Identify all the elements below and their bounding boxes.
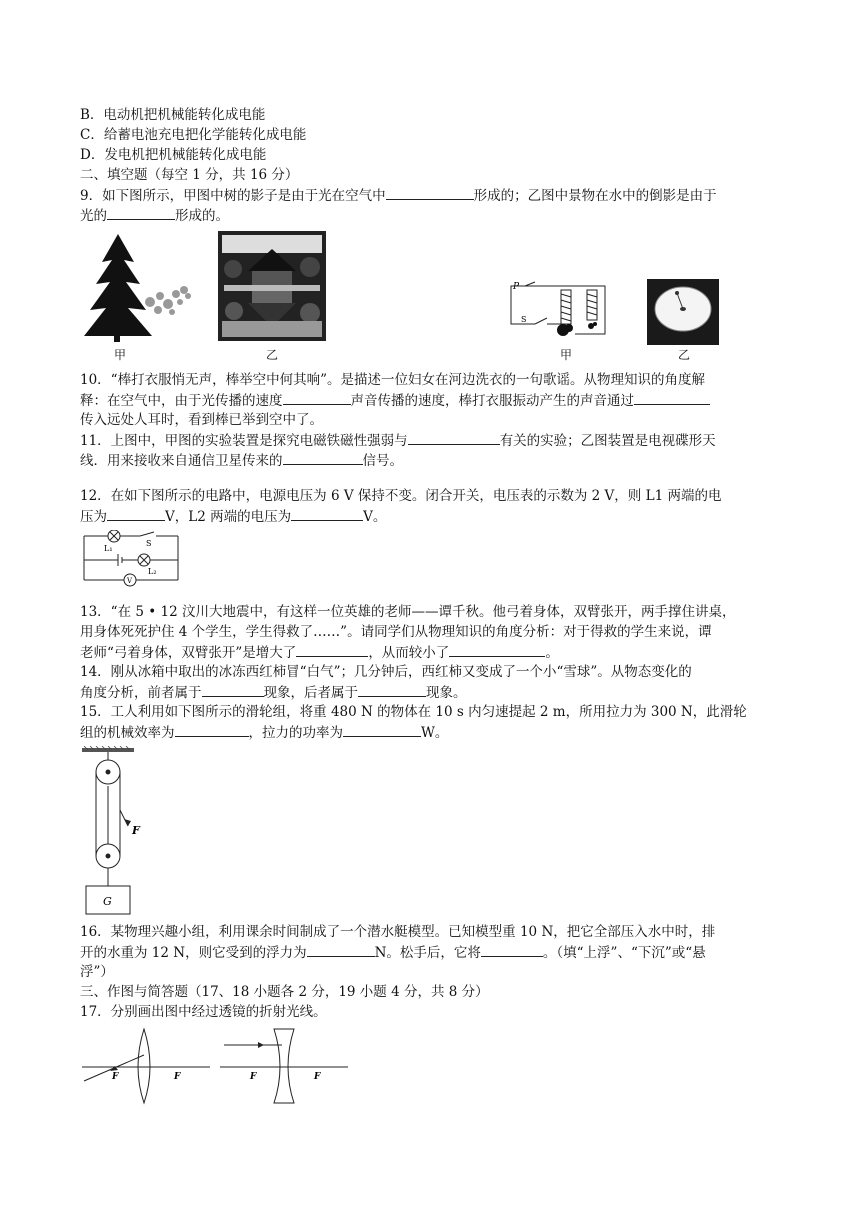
caption-jia-2: 甲	[560, 348, 573, 362]
lens1-focus-right: F	[174, 1072, 181, 1082]
lens2-focus-right: F	[314, 1072, 321, 1082]
caption-yi-2: 乙	[678, 348, 691, 362]
q10-line-3: 传入远处人耳时，看到棒已举到空中了。	[80, 412, 323, 428]
q14-line-2: 角度分析，前者属于 现象，后者属于 现象。	[80, 682, 467, 703]
q16-blank-2[interactable]	[481, 942, 543, 957]
q14-blank-1[interactable]	[202, 682, 264, 697]
q12-line-1: 12．在如下图所示的电路中，电源电压为 6 V 保持不变。闭合开关，电压表的示数为 2 V，则 L1 两端的电	[80, 488, 722, 504]
q13-line-3: 老师“弓着身体，双臂张开”是增大了 ，从而较小了 。	[80, 642, 559, 663]
label-s: S	[521, 315, 527, 324]
q9-blank-2[interactable]	[107, 205, 175, 220]
lens2-focus-left: F	[250, 1072, 257, 1082]
q17-text: 17．分别画出图中经过透镜的折射光线。	[80, 1004, 327, 1020]
q15-blank-2[interactable]	[343, 722, 421, 737]
q16-blank-1[interactable]	[307, 942, 375, 957]
label-v: V	[127, 577, 133, 585]
label-p: P	[513, 282, 520, 292]
q12-blank-2[interactable]	[291, 506, 363, 521]
option-c: C．给蓄电池充电把化学能转化成电能	[80, 127, 307, 143]
lens1-focus-left: F	[112, 1072, 119, 1082]
q10-line-1: 10．“棒打衣服悄无声，棒举空中何其响”。是描述一位妇女在河边洗衣的一句歌谣。从物理知识的角度解	[80, 372, 705, 388]
electromagnet-circuit-image	[505, 280, 615, 346]
section-2-heading: 二、填空题（每空 1 分，共 16 分）	[80, 167, 299, 183]
label-force-f: F	[132, 824, 140, 837]
q13-blank-1[interactable]	[296, 642, 368, 657]
option-d: D．发电机把机械能转化成电能	[80, 147, 267, 163]
q15-line-1: 15．工人利用如下图所示的滑轮组，将重 480 N 的物体在 10 s 内匀速提起 2 m，所用拉力为 300 N，此滑轮	[80, 704, 747, 720]
q9-line-2: 光的 形成的。	[80, 205, 229, 226]
q11-blank-1[interactable]	[408, 430, 500, 445]
q13-line-2: 用身体死死护住 4 个学生，学生得救了……”。请同学们从物理知识的角度分析：对于得救的学生来说，谭	[80, 624, 712, 640]
q11-line-1: 11．上图中，甲图的实验装置是探究电磁铁磁性强弱与 有关的实验；乙图装置是电视碟形天	[80, 430, 716, 451]
q10-blank-1[interactable]	[283, 390, 351, 405]
q13-line-1: 13．“在 5 • 12 汶川大地震中，有这样一位英雄的老师——谭千秋。他弓着身体，双臂张开，两手撑住讲桌，	[80, 604, 736, 620]
section-3-heading: 三、作图与简答题（17、18 小题各 2 分，19 小题 4 分，共 8 分）	[80, 984, 489, 1000]
q13-blank-2[interactable]	[449, 642, 545, 657]
q9-blank-1[interactable]	[386, 185, 474, 200]
pulley-system-diagram	[78, 746, 158, 920]
satellite-dish-image	[647, 279, 719, 345]
q12-blank-1[interactable]	[107, 506, 165, 521]
q15-blank-1[interactable]	[175, 722, 249, 737]
q11-line-2: 线．用来接收来自通信卫星传来的 信号。	[80, 450, 403, 471]
q12-line-2: 压为 V，L2 两端的电压为 V。	[80, 506, 386, 527]
label-l2: L₂	[148, 567, 157, 576]
tree-shadow-image	[80, 232, 195, 344]
q11-blank-2[interactable]	[283, 450, 363, 465]
option-b: B．电动机把机械能转化成电能	[80, 107, 266, 123]
caption-yi-1: 乙	[266, 348, 279, 362]
q16-line-2: 开的水重为 12 N，则它受到的浮力为 N。松手后，它将 。（填“上浮”、“下沉”或“悬	[80, 942, 706, 963]
series-circuit-diagram	[82, 530, 182, 592]
q16-line-1: 16．某物理兴趣小组，利用课余时间制成了一个潜水艇模型。已知模型重 10 N，把它全部压入水中时，排	[80, 924, 716, 940]
convex-lens-diagram	[82, 1025, 212, 1105]
q15-line-2: 组的机械效率为 ，拉力的功率为 W。	[80, 722, 448, 743]
label-l1: L₁	[104, 544, 113, 553]
label-s2: S	[146, 539, 152, 548]
q9-line-1: 9．如下图所示，甲图中树的影子是由于光在空气中 形成的；乙图中景物在水中的倒影是由于	[80, 185, 717, 206]
q14-blank-2[interactable]	[358, 682, 426, 697]
concave-lens-diagram	[220, 1025, 350, 1105]
reflection-image	[218, 231, 326, 341]
label-weight-g: G	[103, 895, 112, 908]
q10-line-2: 释：在空气中，由于光传播的速度 声音传播的速度，棒打衣服振动产生的声音通过	[80, 390, 710, 411]
q10-blank-2[interactable]	[634, 390, 710, 405]
caption-jia-1: 甲	[114, 348, 127, 362]
q16-line-3: 浮”）	[80, 964, 114, 980]
q14-line-1: 14．刚从冰箱中取出的冰冻西红柿冒“白气”；几分钟后，西红柿又变成了一个小“雪球”。从物态变化的	[80, 664, 692, 680]
